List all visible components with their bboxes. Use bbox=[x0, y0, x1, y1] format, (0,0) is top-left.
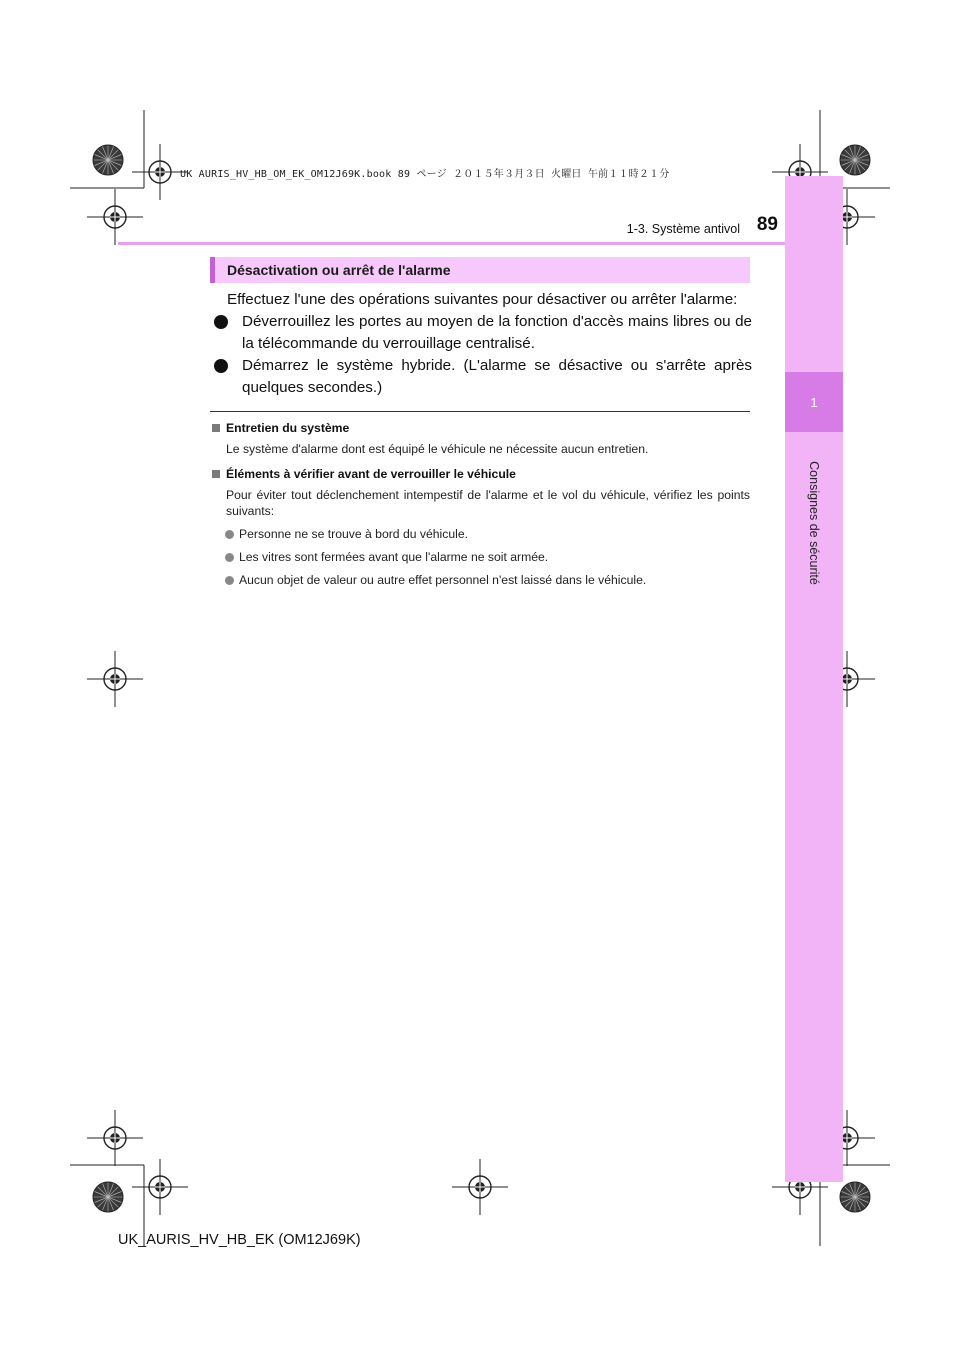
bullet-dot-icon bbox=[214, 359, 228, 373]
note-list-item bbox=[212, 572, 750, 588]
main-bullet-list bbox=[212, 311, 752, 399]
bullet-dot-icon bbox=[225, 576, 234, 585]
chapter-title-container bbox=[785, 438, 843, 608]
bullet-dot-icon bbox=[225, 530, 234, 539]
note-title bbox=[212, 466, 750, 482]
note-block bbox=[212, 420, 750, 457]
square-bullet-icon bbox=[212, 470, 220, 478]
bullet-dot-icon bbox=[214, 315, 228, 329]
book-file-info: UK AURIS_HV_HB_OM_EK_OM12J69K.book 89 ページ ２０１５年３月３日 火曜日 午前１１時２１分 bbox=[180, 169, 670, 180]
chapter-number: 1 bbox=[785, 372, 843, 432]
list-item bbox=[212, 355, 752, 399]
note-list-item-text: Personne ne se trouve à bord du véhicule. bbox=[239, 527, 469, 541]
note-list-item-text: Aucun objet de valeur ou autre effet personnel n'est laissé dans le véhicule. bbox=[239, 573, 647, 587]
note-list-item-text: Les vitres sont fermées avant que l'alarme ne soit armée. bbox=[239, 550, 549, 564]
note-block bbox=[212, 466, 750, 588]
square-bullet-icon bbox=[212, 424, 220, 432]
note-text: Pour éviter tout déclenchement intempestif de l'alarme et le vol du véhicule, vérifiez les points suivants: bbox=[226, 488, 750, 518]
note-list-item bbox=[212, 549, 750, 565]
note-text: Le système d'alarme dont est équipé le véhicule ne nécessite aucun entretien. bbox=[226, 442, 649, 456]
section-heading-bar bbox=[210, 257, 750, 283]
intro-paragraph: Effectuez l'une des opérations suivantes pour désactiver ou arrêter l'alarme: bbox=[227, 291, 738, 308]
footer-model-code: UK_AURIS_HV_HB_EK (OM12J69K) bbox=[118, 1232, 361, 1248]
list-item-text: Démarrez le système hybride. (L'alarme se désactive ou s'arrête après quelques secondes.) bbox=[242, 357, 752, 396]
notes-divider bbox=[210, 411, 750, 412]
page-number: 89 bbox=[756, 214, 778, 235]
chapter-side-tab bbox=[785, 176, 843, 1182]
header-rule bbox=[118, 242, 785, 245]
list-item-text: Déverrouillez les portes au moyen de la fonction d'accès mains libres ou de la télécommande du verrouillage centralisé. bbox=[242, 313, 752, 352]
section-heading: Désactivation ou arrêt de l'alarme bbox=[227, 262, 451, 278]
chapter-title: Consignes de sécurité bbox=[807, 461, 821, 585]
note-title-text: Éléments à vérifier avant de verrouiller le véhicule bbox=[226, 467, 516, 481]
list-item bbox=[212, 311, 752, 355]
notes-section bbox=[212, 420, 750, 597]
note-title bbox=[212, 420, 750, 436]
running-header-section: 1-3. Système antivol bbox=[626, 222, 740, 236]
bullet-dot-icon bbox=[225, 553, 234, 562]
note-title-text: Entretien du système bbox=[226, 421, 350, 435]
note-list-item bbox=[212, 526, 750, 542]
